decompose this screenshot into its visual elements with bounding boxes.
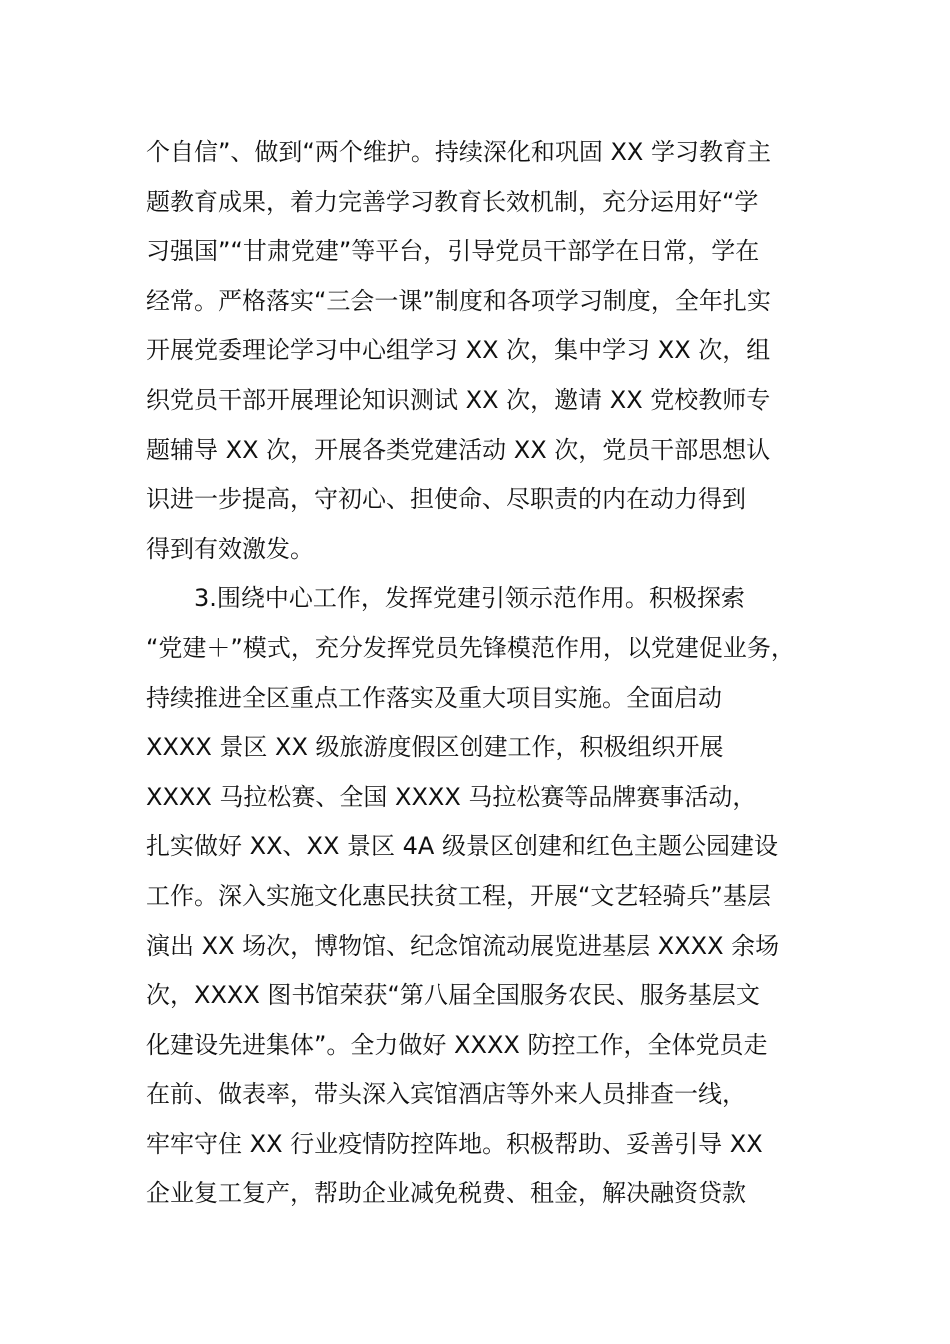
text-line: XXXX 景区 XX 级旅游度假区创建工作，积极组织开展 xyxy=(146,733,724,762)
text-line: 持续推进全区重点工作落实及重大项目实施。全面启动 xyxy=(146,683,722,712)
text-line: “党建＋”模式，充分发挥党员先锋模范作用，以党建促业务， xyxy=(146,633,795,662)
text-line: XXXX 马拉松赛、全国 XXXX 马拉松赛等品牌赛事活动， xyxy=(146,782,757,811)
body-text xyxy=(146,128,846,1219)
text-line: 题教育成果，着力完善学习教育长效机制，充分运用好“学 xyxy=(146,187,759,216)
text-line: 经常。严格落实“三会一课”制度和各项学习制度，全年扎实 xyxy=(146,286,771,315)
text-line: 个自信”、做到“两个维护。持续深化和巩固 XX 学习教育主 xyxy=(146,138,772,166)
text-line: 次，XXXX 图书馆荣获“第八届全国服务农民、服务基层文 xyxy=(146,981,760,1010)
text-line: 得到有效激发。 xyxy=(146,534,314,563)
text-line: 企业复工复产，帮助企业减免税费、租金，解决融资贷款 xyxy=(146,1179,746,1208)
text-line: 开展党委理论学习中心组学习 XX 次，集中学习 XX 次，组 xyxy=(146,336,771,365)
text-line: 在前、做表率，带头深入宾馆酒店等外来人员排查一线， xyxy=(146,1080,746,1109)
text-line: 化建设先进集体”。全力做好 XXXX 防控工作，全体党员走 xyxy=(146,1030,768,1059)
text-line: 牢牢守住 XX 行业疫情防控阵地。积极帮助、妥善引导 XX xyxy=(146,1129,763,1158)
text-line: 习强国”“甘肃党建”等平台，引导党员干部学在日常，学在 xyxy=(146,237,760,266)
text-line: 织党员干部开展理论知识测试 XX 次，邀请 XX 党校教师专 xyxy=(146,385,771,414)
text-line: 识进一步提高，守初心、担使命、尽职责的内在动力得到 xyxy=(146,485,746,514)
paragraph-heading-line: 3.围绕中心工作，发挥党建引领示范作用。积极探索 xyxy=(194,584,745,613)
text-line: 扎实做好 XX、XX 景区 4A 级景区创建和红色主题公园建设 xyxy=(146,832,778,861)
text-line: 演出 XX 场次，博物馆、纪念馆流动展览进基层 XXXX 余场 xyxy=(146,931,780,960)
text-line: 题辅导 XX 次，开展各类党建活动 XX 次，党员干部思想认 xyxy=(146,435,771,464)
text-line: 工作。深入实施文化惠民扶贫工程，开展“文艺轻骑兵”基层 xyxy=(146,881,771,910)
